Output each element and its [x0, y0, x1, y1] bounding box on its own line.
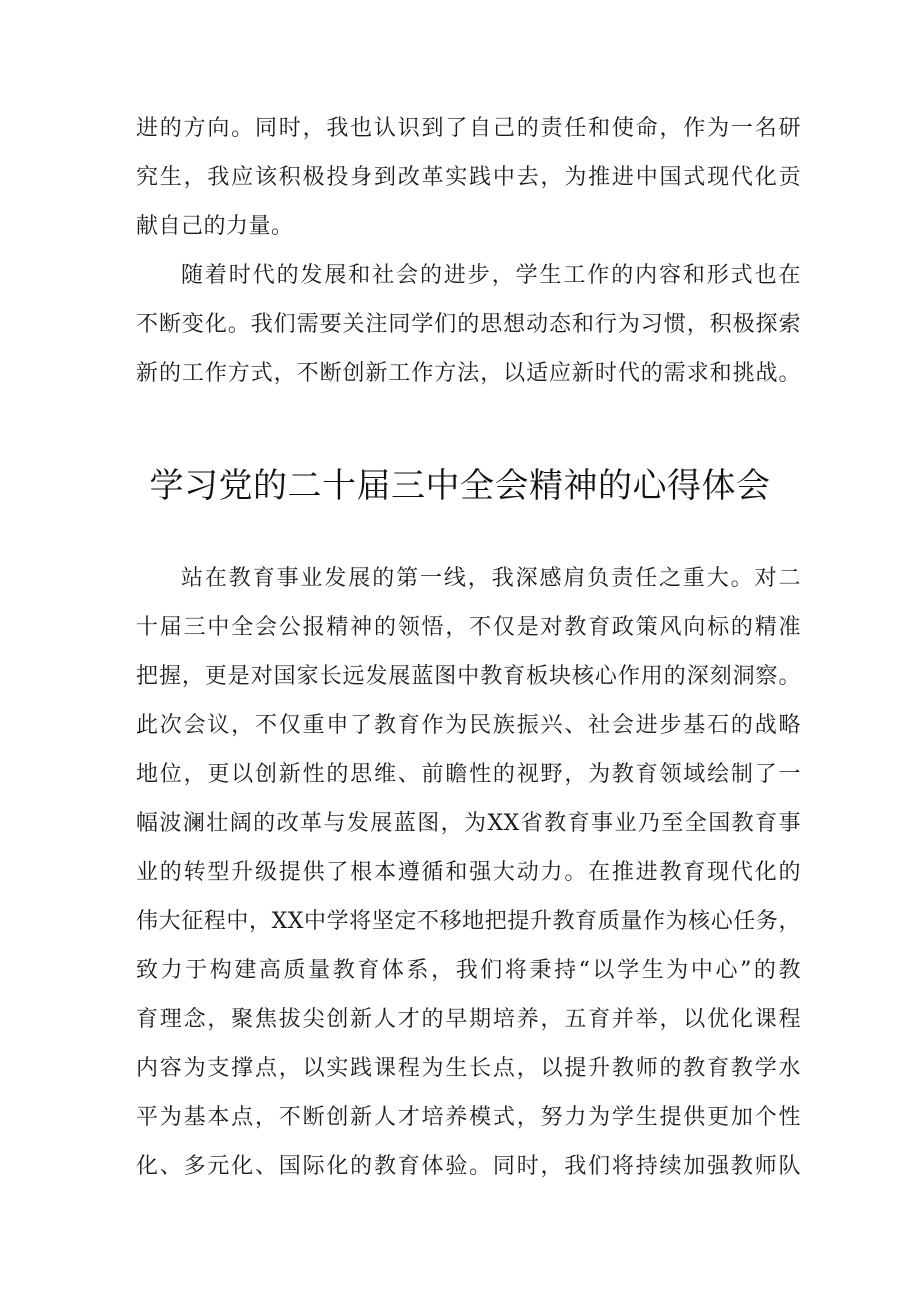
- paragraph-line: 把握，更是对国家长远发展蓝图中教育板块核心作用的深刻洞察。: [136, 664, 801, 689]
- paragraph-line: 内容为支撑点，以实践课程为生长点，以提升教师的教育教学水: [136, 1056, 801, 1081]
- paragraph-line: 化、多元化、国际化的教育体验。同时，我们将持续加强教师队: [136, 1154, 801, 1179]
- paragraph-line: 致力于构建高质量教育体系，我们将秉持“以学生为中心”的教: [136, 958, 801, 983]
- paragraph-line: 站在教育事业发展的第一线，我深感肩负责任之重大。对二: [181, 566, 801, 591]
- paragraph-line: 随着时代的发展和社会的进步，学生工作的内容和形式也在: [181, 263, 801, 288]
- paragraph-line: 育理念，聚焦拔尖创新人才的早期培养，五育并举，以优化课程: [136, 1007, 801, 1032]
- paragraph-line: 十届三中全会公报精神的领悟，不仅是对教育政策风向标的精准: [136, 615, 801, 640]
- paragraph-line: 献自己的力量。: [136, 214, 294, 239]
- paragraph-line: 进的方向。同时，我也认识到了自己的责任和使命，作为一名研: [136, 116, 801, 141]
- paragraph-line: 业的转型升级提供了根本遵循和强大动力。在推进教育现代化的: [136, 860, 801, 885]
- paragraph-line: 不断变化。我们需要关注同学们的思想动态和行为习惯，积极探索: [136, 312, 801, 337]
- paragraph-line: 究生，我应该积极投身到改革实践中去，为推进中国式现代化贡: [136, 165, 801, 190]
- document-title: 学习党的二十届三中全会精神的心得体会: [149, 466, 771, 506]
- paragraph-line: 幅波澜壮阔的改革与发展蓝图，为XX省教育事业乃至全国教育事: [136, 811, 801, 836]
- paragraph-line: 伟大征程中，XX中学将坚定不移地把提升教育质量作为核心任务，: [136, 909, 801, 934]
- paragraph-line: 新的工作方式，不断创新工作方法，以适应新时代的需求和挑战。: [136, 361, 801, 386]
- paragraph-line: 此次会议，不仅重申了教育作为民族振兴、社会进步基石的战略: [136, 713, 801, 738]
- paragraph-line: 地位，更以创新性的思维、前瞻性的视野，为教育领域绘制了一: [136, 762, 801, 787]
- paragraph-line: 平为基本点，不断创新人才培养模式，努力为学生提供更加个性: [136, 1105, 801, 1130]
